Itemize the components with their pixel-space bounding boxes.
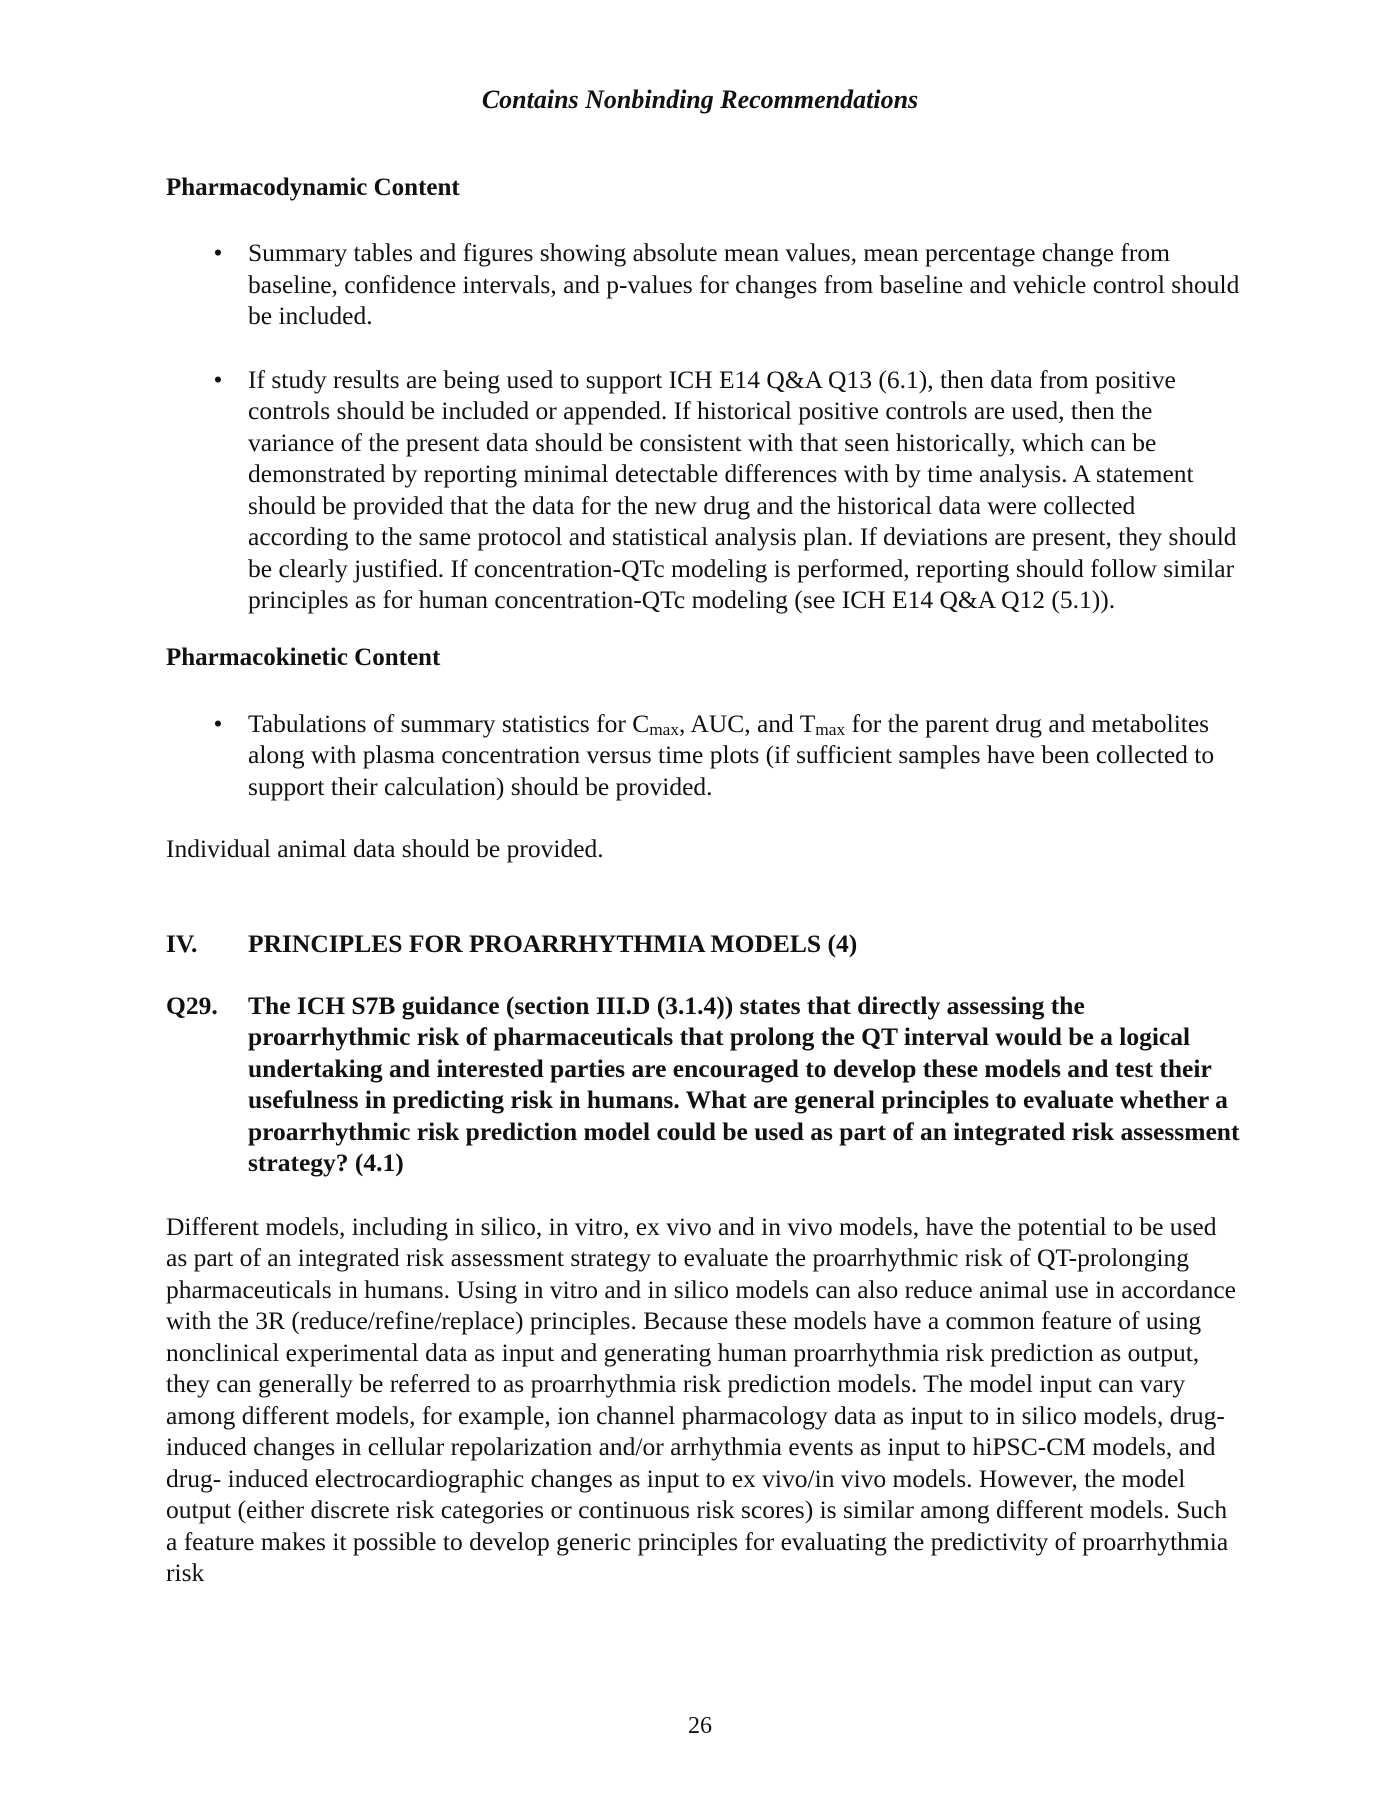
running-header: Contains Nonbinding Recommendations: [481, 85, 919, 114]
pharmacokinetic-heading: Pharmacokinetic Content: [166, 643, 441, 671]
list-item-text: [248, 709, 1214, 801]
page-body: [166, 172, 1241, 1589]
bullet-icon: •: [213, 238, 223, 267]
page-number: 26: [688, 1713, 712, 1739]
question-text: The ICH S7B guidance (section III.D (3.1.4)) states that directly assessing the proarrhythmic risk of pharmaceuticals that prolong the QT interval would be a logical undertaking and interested parties are encouraged to develop these models and test their usefulness in predicting risk in humans. What are general principles to evaluate whether a proarrhythmic risk prediction model could be used as part of an integrated risk assessment strategy? (4.1): [248, 990, 1240, 1177]
section-number: IV.: [166, 928, 198, 958]
question-q29: [166, 990, 1241, 1179]
text-run: Tabulations of summary statistics for C: [248, 708, 650, 738]
question-number: Q29.: [166, 990, 218, 1020]
individual-data-note: Individual animal data should be provided.: [166, 834, 604, 863]
pharmacodynamic-list: [166, 237, 1241, 616]
text-run: for the parent drug and metabolites along with plasma concentration versus time plots (if sufficient samples have been collected to support their calculation) should be provided.: [248, 708, 1215, 801]
list-item-text: Summary tables and figures showing absolute mean values, mean percentage change from baseline, confidence intervals, and p-values for changes from baseline and vehicle control should be included.: [248, 238, 1240, 330]
section-title: PRINCIPLES FOR PROARRHYTHMIA MODELS (4): [248, 928, 858, 958]
pharmacokinetic-list: [166, 708, 1241, 803]
list-item: [166, 364, 1241, 616]
list-item: [166, 237, 1241, 332]
list-item: [166, 708, 1241, 803]
text-run: , AUC, and T: [679, 708, 816, 738]
list-item-text: If study results are being used to support ICH E14 Q&A Q13 (6.1), then data from positive controls should be included or appended. If historical positive controls are used, then the variance of the present data should be consistent with that seen historically, which can be demonstrated by reporting minimal detectable differences with by time analysis. A statement should be provided that the data for the new drug and the historical data were collected according to the same protocol and statistical analysis plan. If deviations are present, they should be clearly justified. If concentration-QTc modeling is performed, reporting should follow similar principles as for human concentration-QTc modeling (see ICH E14 Q&A Q12 (5.1)).: [248, 364, 1237, 614]
cmax-subscript: max: [649, 719, 680, 739]
section-heading: [166, 928, 1241, 959]
answer-paragraph: Different models, including in silico, in vitro, ex vivo and in vivo models, have the potential to be used as part of an integrated risk assessment strategy to evaluate the proarrhythmic risk of QT-prolonging pharmaceuticals in humans. Using in vitro and in silico models can also reduce animal use in accordance with the 3R (reduce/refine/replace) principles. Because these models have a common feature of using nonclinical experimental data as input and generating human proarrhythmia risk prediction as output, they can generally be referred to as proarrhythmia risk prediction models. The model input can vary among different models, for example, ion channel pharmacology data as input to in silico models, drug-induced changes in cellular repolarization and/or arrhythmia events as input to hiPSC-CM models, and drug- induced electrocardiographic changes as input to ex vivo/in vivo models. However, the model output (either discrete risk categories or continuous risk scores) is similar among different models. Such a feature makes it possible to develop generic principles for evaluating the predictivity of proarrhythmia risk: [166, 1211, 1236, 1587]
pharmacodynamic-heading: Pharmacodynamic Content: [166, 174, 460, 201]
bullet-icon: •: [213, 708, 223, 738]
bullet-icon: •: [213, 364, 223, 394]
tmax-subscript: max: [815, 719, 846, 739]
